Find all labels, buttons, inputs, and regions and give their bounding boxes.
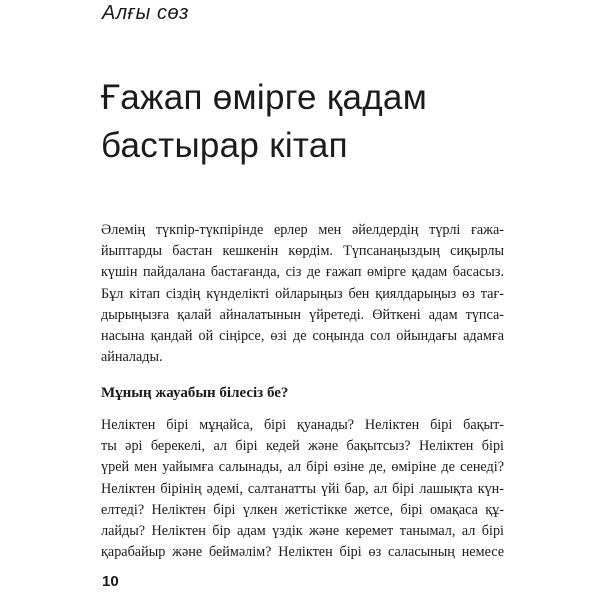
text-line: дырыңызға қалай айналатынын үйретеді. Өйткені адам түпса- [101, 306, 504, 323]
text-line: Неліктен бірінің әдемі, салтанатты үйі бар, ал бірі лашықта күн- [101, 480, 504, 497]
body-paragraph [101, 415, 504, 563]
text-line: күшін пайдалана бастағанда, сіз де ғажап өмірге қадам басасыз. [101, 264, 504, 281]
section-subheading: Мұның жауабын білесіз бе? [101, 385, 289, 401]
text-line: айналады. [101, 349, 163, 366]
text-line: Бұл кітап сіздің күнделікті ойларыңыз бен қиялдарыңыз өз тағ- [101, 285, 504, 302]
title-line: Ғажап өмірге қадам [101, 78, 428, 117]
chapter-title [101, 74, 427, 170]
intro-paragraph [101, 220, 504, 368]
text-line: Неліктен бірі мұңайса, бірі қуанады? Неліктен бірі бақыт- [101, 417, 504, 433]
text-line: лайды? Неліктен бір адам үздік және керемет танымал, ал бірі [101, 523, 504, 540]
text-line: қарабайыр және беймәлім? Неліктен бірі өз саласының немесе [101, 544, 504, 561]
text-line: ты әрі берекелі, ал бірі кедей және бақытсыз? Неліктен бірі [101, 438, 504, 455]
text-line: йыптарды бастан кешкенін көрдім. Түпсанаңыздың сиқырлы [101, 243, 504, 260]
text-line: насына қандай ой сіңірсе, өзі де соңында сол ойындағы адамға [101, 328, 504, 345]
text-line: Әлемің түкпір-түкпірінде ерлер мен әйелдердің түрлі ғажа- [101, 222, 504, 238]
page-number: 10 [102, 573, 119, 590]
running-head: Алғы сөз [102, 2, 189, 24]
text-line: елтеді? Неліктен бірі үлкен жетістікке жетсе, бірі омақаса құ- [101, 501, 504, 518]
text-line: үрей мен уайымға салынады, ал бірі өзіне де, өміріне де сенеді? [101, 459, 504, 476]
title-line: бастырар кітап [101, 126, 348, 165]
